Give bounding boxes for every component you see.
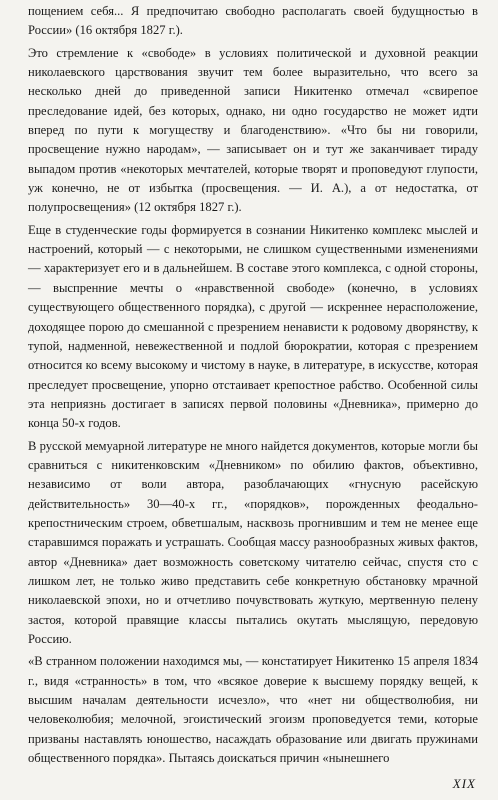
- paragraph-continuation: пощением себя... Я предпочитаю свободно располагать своей будущностью в России» (16 октября 1827 г.).: [28, 4, 478, 38]
- page-number: XIX: [452, 776, 476, 791]
- paragraph-memoir-literature: В русской мемуарной литературе не много найдется документов, которые могли бы сравниться с никитенковским «Дневником» по обилию фактов, объективно, независимо от воли автора, разоблачающих «гнусную расейскую действительность» 30—40-х гг., «порядков», порожденных феодально-крепостническим строем, обветшалым, насквозь прогнившим и тем не менее еще старавшимся поражать и устрашать. Сообщая массу разнообразных живых фактов, автор «Дневника» дает возможность советскому читателю сейчас, спустя сто с лишком лет, не только живо представить себе конкретную обстановку мрачной николаевской эпохи, но и отчетливо почувствовать жуткую, мертвенную пелену застоя, которой правящие классы пытались окутать мыслящую, передовую Россию.: [28, 438, 478, 646]
- paragraph-freedom-aspiration: Это стремление к «свободе» в условиях политической и духовной реакции николаевского царствования звучит тем более выразительно, что всего за несколько дней до приведенной записи Никитенко отмечал «свирепое преследование идей, без которых, однако, ни одно государство не может идти вперед по пути к могуществу и благоденствию». «Что бы ни говорили, просвещение нужно народам», — записывает он и тут же заканчивает тираду выпадом против «некоторых мечтателей, которые творят и проповедуют глупости, уж конечно, не от избытка (просвещения. — И. А.), а от недостатка, от полупросвещения» (12 октября 1827 г.).: [28, 45, 478, 215]
- paragraph-student-years: Еще в студенческие годы формируется в сознании Никитенко комплекс мыслей и настроений, который — с некоторыми, не слишком существенными изменениями — характеризует его и в дальнейшем. В составе этого комплекса, с одной стороны, — выспренние мечты о «нравственной свободе» (конечно, в условиях существующего общественного порядка), с другой — искреннее нерасположение, доходящее порою до смешанной с презрением ненависти к родовому дворянству, к тупой, надменной, невежественной и подлой бюрократии, которая с презрением относится ко всему высокому и чистому в науке, в литературе, в искусстве, которая преследует просвещение, упорно отстаивает крепостное рабство. Особенной силы эта неприязнь достигает в записях первой половины «Дневника», примерно до конца 50-х годов.: [28, 222, 478, 431]
- paragraph-strange-position: «В странном положении находимся мы, — констатирует Никитенко 15 апреля 1834 г., видя «странность» в том, что «всякое доверие к высшему порядку вещей, к высшим началам деятельности исчезло», что «нет ни обществолюбия, ни человеколюбия; мелочной, эгоистический эгоизм проповедуется теми, которые призваны наставлять юношество, насаждать образование или двигать пружинами общественного порядка». Пытаясь доискаться причин «нынешнего: [28, 654, 478, 766]
